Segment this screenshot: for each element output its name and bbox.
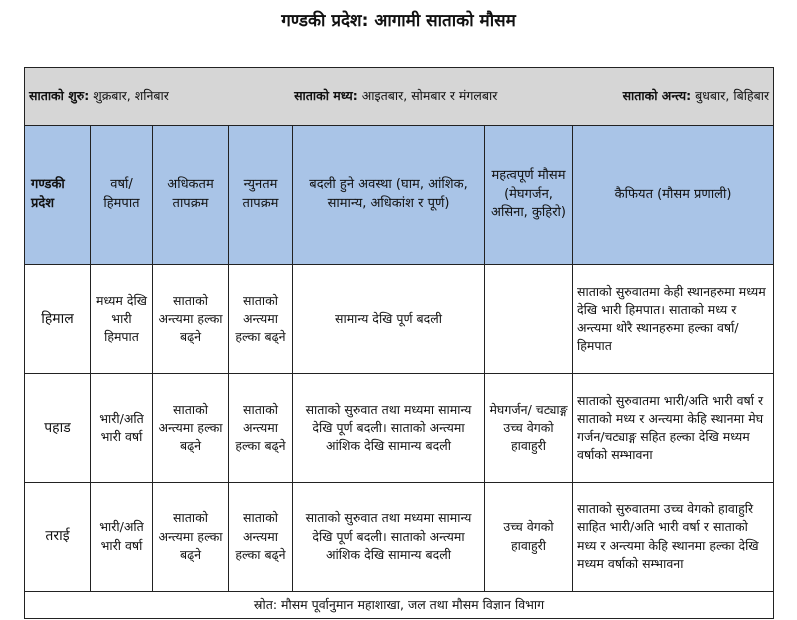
week-mid-label: साताको मध्य: [294, 88, 358, 104]
cell-precip: भारी/अति भारी वर्षा [91, 373, 153, 482]
header-sky: बदली हुने अवस्था (घाम, आंशिक, सामान्य, अधिकांश र पूर्ण) [293, 125, 485, 264]
weather-forecast-table [24, 67, 774, 619]
cell-remarks: साताको सुरुवातमा उच्च वेगको हावाहुरि साहित भारी/अति भारी वर्षा र साताको मध्य र अन्त्यमा केहि स्थानमा हल्का देखि मध्यम वर्षाको सम्भावना [573, 482, 774, 591]
header-max-temp: अधिकतम तापक्रम [153, 125, 229, 264]
cell-remarks: साताको सुरुवातमा केही स्थानहरुमा मध्यम देखि भारी हिमपात। साताको मध्य र अन्त्यमा थोरै स्थानहरुमा हल्का वर्षा/हिमपात [573, 265, 774, 374]
week-mid [281, 87, 511, 105]
cell-min-temp: साताको अन्त्यमा हल्का बढ्ने [229, 373, 293, 482]
cell-max-temp: साताको अन्त्यमा हल्का बढ्ने [153, 265, 229, 374]
week-end [623, 87, 770, 105]
cell-region: हिमाल [25, 265, 91, 374]
header-min-temp: न्युनतम तापक्रम [229, 125, 293, 264]
cell-precip: भारी/अति भारी वर्षा [91, 482, 153, 591]
header-row [25, 125, 774, 264]
cell-sky: सामान्य देखि पूर्ण बदली [293, 265, 485, 374]
table-row-terai [25, 482, 774, 591]
source-note: स्रोत: मौसम पूर्वानुमान महाशाखा, जल तथा मौसम विज्ञान विभाग [25, 591, 774, 619]
header-remarks: कैफियत (मौसम प्रणाली) [573, 125, 774, 264]
week-periods-row [25, 68, 774, 126]
cell-remarks: साताको सुरुवातमा भारी/अति भारी वर्षा र साताको मध्य र अन्त्यमा केहि स्थानमा मेघ गर्जन/चट्याङ्ग सहित हल्का देखि मध्यम वर्षाको सम्भावना [573, 373, 774, 482]
cell-region: तराई [25, 482, 91, 591]
cell-min-temp: साताको अन्त्यमा हल्का बढ्ने [229, 265, 293, 374]
cell-min-temp: साताको अन्त्यमा हल्का बढ्ने [229, 482, 293, 591]
cell-significant: मेघगर्जन/ चट्याङ्ग उच्च वेगको हावाहुरी [485, 373, 573, 482]
week-periods-cell [25, 68, 774, 126]
cell-sky: साताको सुरुवात तथा मध्यमा सामान्य देखि पूर्ण बदली। साताको अन्त्यमा आंशिक देखि सामान्य बदली [293, 482, 485, 591]
cell-significant: उच्च वेगको हावाहुरी [485, 482, 573, 591]
cell-sky: साताको सुरुवात तथा मध्यमा सामान्य देखि पूर्ण बदली। साताको अन्त्यमा आंशिक देखि सामान्य बदली [293, 373, 485, 482]
week-start-label: साताको शुरु: [29, 88, 90, 104]
cell-precip: मध्यम देखि भारी हिमपात [91, 265, 153, 374]
table-row-himal [25, 265, 774, 374]
week-end-value: बुधबार, बिहिबार [695, 88, 770, 104]
page-title: गण्डकी प्रदेश: आगामी साताको मौसम [281, 11, 516, 31]
cell-significant [485, 265, 573, 374]
header-significant: महत्वपूर्ण मौसम (मेघगर्जन, असिना, कुहिरो) [485, 125, 573, 264]
header-precip: वर्षा/ हिमपात [91, 125, 153, 264]
cell-max-temp: साताको अन्त्यमा हल्का बढ्ने [153, 373, 229, 482]
week-end-label: साताको अन्त्य: [622, 88, 692, 104]
week-mid-value: आइतबार, सोमबार र मंगलबार [361, 88, 498, 104]
table-row-pahad [25, 373, 774, 482]
source-row [25, 591, 774, 619]
week-start [29, 87, 169, 105]
cell-max-temp: साताको अन्त्यमा हल्का बढ्ने [153, 482, 229, 591]
week-start-value: शुक्रबार, शनिबार [93, 88, 169, 104]
header-region: गण्डकी प्रदेश [25, 125, 91, 264]
cell-region: पहाड [25, 373, 91, 482]
